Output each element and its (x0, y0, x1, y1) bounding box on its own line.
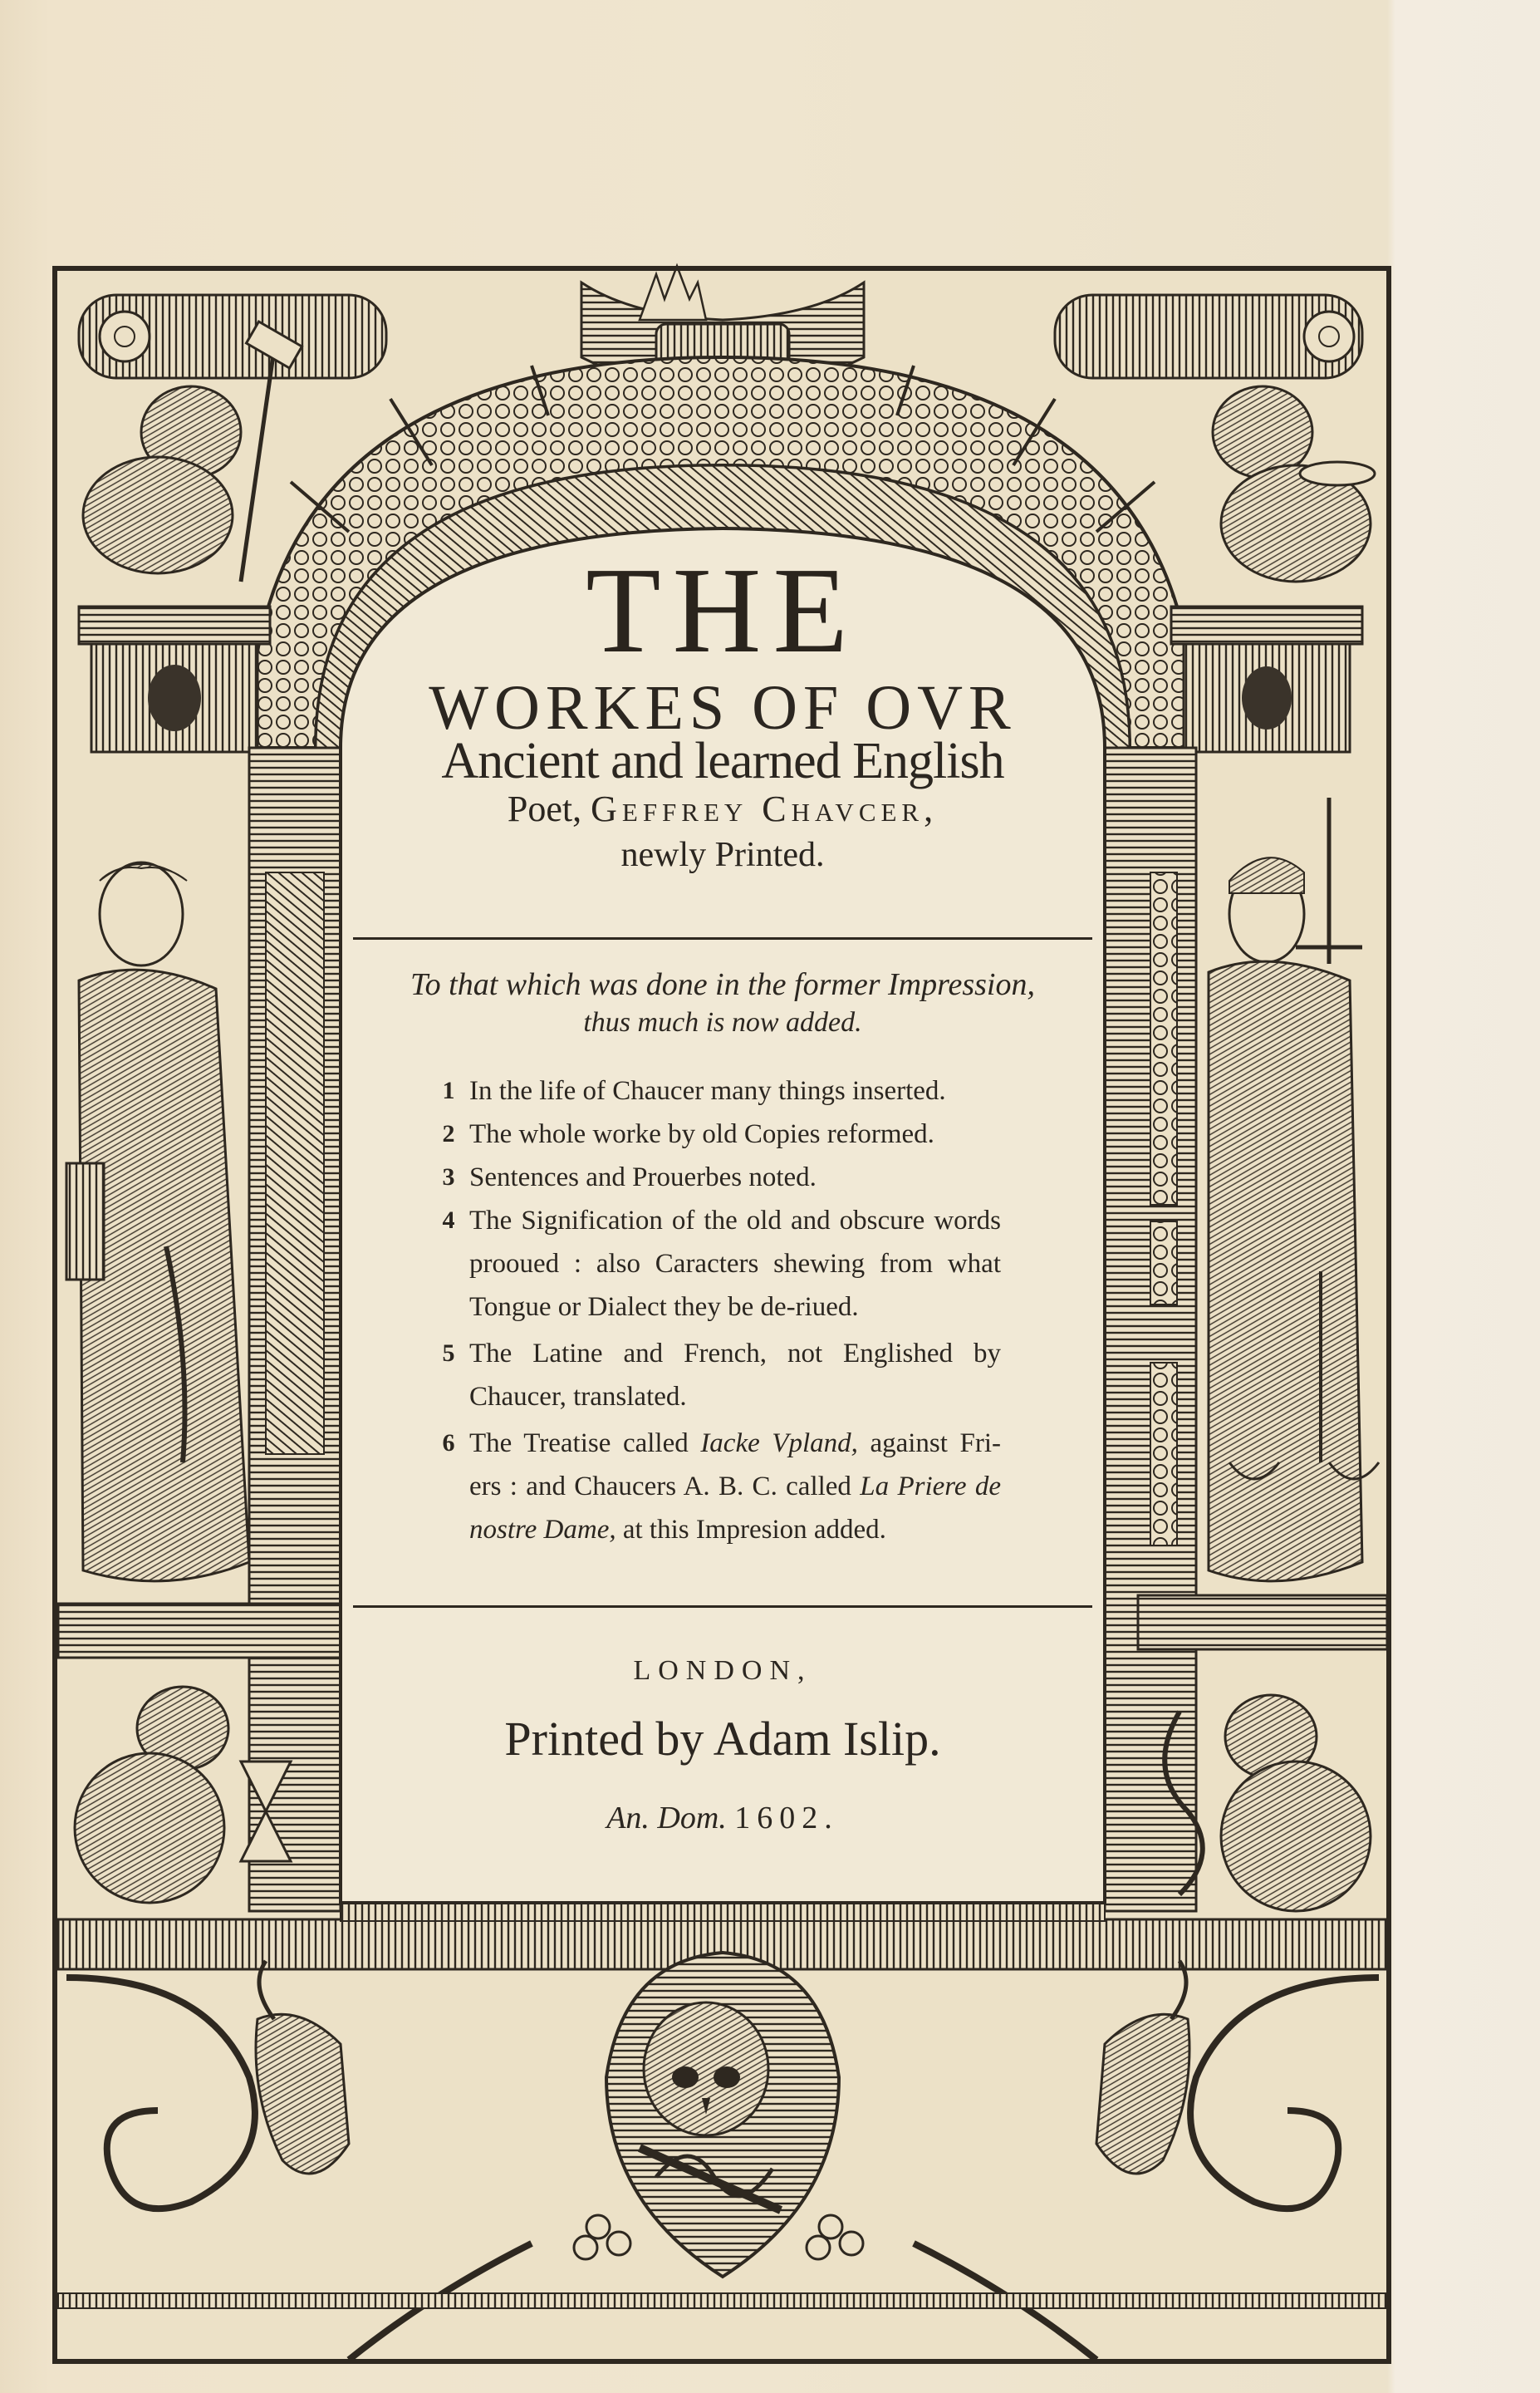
right-capital (1171, 607, 1362, 644)
imprint-printer: Printed by Adam Islip. (504, 1712, 941, 1766)
list-item (428, 1156, 1001, 1199)
title-the: THE (586, 543, 860, 679)
item-text: Sentences and Prouerbes noted. (469, 1162, 817, 1192)
list-item (428, 1199, 1001, 1329)
imprint-year: 1602. (734, 1801, 839, 1835)
horizontal-rule-top (353, 937, 1092, 940)
left-capital (79, 607, 270, 644)
left-pedestal (58, 1604, 341, 1658)
item-text-part: The Treatise called (469, 1428, 689, 1458)
item-text: The Signification of the old and obscure words prooued : also Caracters shewing from what Tongue or Dialect they be de-riued. (469, 1206, 1001, 1322)
item-text: The whole worke by old Copies reformed. (469, 1119, 934, 1149)
item-number: 3 (442, 1163, 455, 1191)
title-ancient-and-learned: Ancient and learned English (441, 733, 1004, 789)
intro-line-2: thus much is now added. (583, 1007, 862, 1038)
list-item (428, 1422, 1001, 1551)
item-number: 6 (442, 1429, 455, 1457)
item-text: The Latine and French, not Englished by Chaucer, translated. (469, 1339, 1001, 1412)
title-workes-of-our: WORKES OF OVR (429, 673, 1017, 743)
list-item (428, 1069, 1001, 1113)
item-text-part: against Fri-ers : and Chaucers A. B. C. called (469, 1428, 1002, 1501)
poet-label: Poet, (507, 789, 582, 829)
item-number: 5 (442, 1339, 455, 1367)
title-newly-printed: newly Printed. (620, 836, 825, 874)
item-number: 1 (442, 1077, 455, 1104)
item-italic-title: La Priere de nostre Dame, (469, 1472, 1001, 1545)
item-text-part: at this Impresion added. (622, 1515, 886, 1545)
right-pedestal (1138, 1595, 1387, 1649)
author-name: Geffrey Chavcer, (591, 789, 939, 829)
list-item (428, 1332, 1001, 1418)
imprint-date-prefix: An. Dom. (606, 1801, 727, 1835)
imprint-place: LONDON, (633, 1655, 812, 1686)
item-italic-title: Iacke Vpland, (700, 1428, 858, 1458)
item-text: In the life of Chaucer many things inserted. (469, 1076, 946, 1106)
item-number: 2 (442, 1120, 455, 1147)
item-number: 4 (442, 1206, 455, 1234)
additions-list (428, 1069, 1001, 1551)
list-item (428, 1113, 1001, 1156)
item-text (469, 1422, 1001, 1551)
intro-line-1: To that which was done in the former Impression, (410, 967, 1035, 1002)
title-poet-line (341, 788, 1105, 831)
imprint-date (341, 1799, 1105, 1837)
horizontal-rule-bottom (353, 1605, 1092, 1608)
